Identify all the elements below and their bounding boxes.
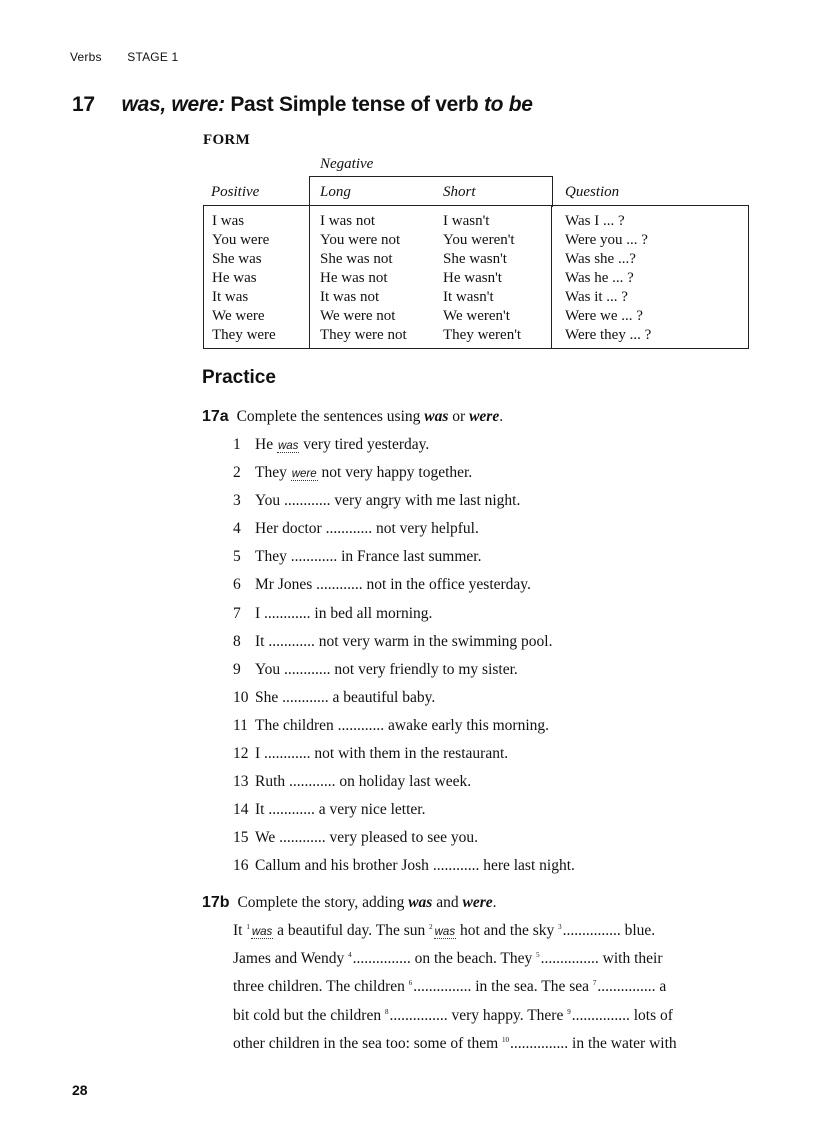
gap-number: 8: [384, 1007, 389, 1016]
item-text: in bed all morning.: [314, 604, 433, 622]
answer-blank[interactable]: ............: [325, 520, 373, 538]
table-cell: She wasn't: [443, 251, 507, 267]
answer-blank[interactable]: ............: [337, 716, 385, 734]
item-number: 4: [233, 520, 241, 538]
item-text: not very warm in the swimming pool.: [318, 632, 553, 650]
item-text: very pleased to see you.: [329, 829, 479, 847]
table-cell: He was: [212, 270, 257, 286]
practice-heading: Practice: [202, 367, 276, 388]
table-cell: We weren't: [443, 308, 510, 324]
col-head-short: Short: [443, 184, 476, 200]
table-cell: We were not: [320, 308, 396, 324]
item-text: a very nice letter.: [318, 801, 426, 819]
table-cell: I was not: [320, 213, 375, 229]
exercise-17a-items: [233, 436, 575, 886]
table-cell: You were not: [320, 232, 401, 248]
question-column: [565, 212, 651, 345]
instruction-text: Complete the sentences using: [236, 408, 421, 425]
item-text: We: [255, 829, 276, 847]
story-text: very happy. There: [451, 1006, 564, 1024]
item-text: on holiday last week.: [339, 773, 472, 791]
item-text: in France last summer.: [341, 548, 482, 566]
gap-number: 3: [558, 923, 562, 931]
item-number: 16: [233, 857, 249, 875]
gap-number: 7: [592, 979, 597, 988]
item-text: not very friendly to my sister.: [334, 660, 518, 678]
item-number: 8: [233, 632, 241, 650]
answer-blank[interactable]: was: [277, 440, 299, 452]
answer-blank[interactable]: ...............: [562, 922, 621, 939]
answer-blank[interactable]: ...............: [352, 950, 411, 968]
col-head-question: Question: [565, 184, 620, 200]
list-item: [233, 436, 575, 464]
running-header: [70, 50, 200, 64]
item-number: 14: [233, 801, 249, 819]
item-number: 10: [233, 688, 249, 706]
answer-blank[interactable]: ...............: [597, 978, 656, 996]
answer-blank[interactable]: ...............: [510, 1034, 569, 1052]
list-item: [233, 829, 575, 857]
story-line: [233, 1007, 748, 1035]
list-item: [233, 661, 575, 689]
answer-blank[interactable]: was: [251, 926, 273, 938]
page-number: 28: [72, 1082, 88, 1098]
answer-blank[interactable]: ............: [432, 857, 480, 875]
item-text: They: [255, 464, 287, 482]
table-divider: [551, 206, 552, 348]
table-cell: I was: [212, 213, 245, 229]
col-head-positive: Positive: [211, 184, 260, 200]
item-text: not very helpful.: [375, 520, 479, 538]
answer-blank[interactable]: ............: [290, 548, 338, 566]
story-line: [233, 950, 748, 978]
item-number: 2: [233, 464, 241, 482]
answer-blank[interactable]: ............: [279, 829, 326, 847]
answer-blank[interactable]: ............: [316, 576, 363, 594]
keyword: were: [462, 894, 493, 911]
table-cell: It was not: [320, 289, 380, 305]
gap-number: 6: [408, 979, 413, 988]
story-text: other children in the sea too: some of them: [233, 1034, 499, 1052]
table-cell: Was he ... ?: [565, 270, 634, 286]
table-cell: They were: [212, 327, 276, 343]
answer-blank[interactable]: were: [291, 468, 317, 481]
item-text: You: [255, 492, 281, 510]
answer-blank[interactable]: ............: [284, 492, 331, 510]
instruction-text: or: [452, 408, 466, 425]
item-text: I: [255, 745, 261, 763]
list-item: [233, 576, 575, 604]
keyword: were: [469, 408, 500, 425]
answer-blank[interactable]: ............: [284, 660, 331, 678]
answer-blank[interactable]: ............: [268, 632, 315, 650]
item-text: awake early this morning.: [388, 716, 549, 734]
list-item: [233, 605, 575, 633]
list-item: [233, 773, 575, 801]
item-number: 15: [233, 829, 249, 847]
table-cell: Were you ... ?: [565, 232, 648, 248]
exercise-17b-instruction: [202, 894, 497, 912]
item-text: very tired yesterday.: [303, 436, 430, 453]
punctuation: .: [499, 408, 504, 425]
item-number: 11: [233, 716, 248, 734]
item-text: He: [255, 436, 274, 453]
col-head-long: Long: [320, 184, 351, 200]
story-line: [233, 1035, 748, 1063]
story-line: [233, 978, 748, 1006]
gap-number: 5: [536, 951, 540, 960]
item-text: It: [255, 632, 265, 650]
table-cell: I wasn't: [443, 213, 490, 229]
answer-blank[interactable]: was: [434, 926, 456, 938]
form-label: FORM: [203, 132, 251, 148]
item-number: 5: [233, 548, 241, 566]
header-stage: STAGE 1: [127, 50, 179, 64]
list-item: [233, 745, 575, 773]
story-text: three children. The children: [233, 978, 405, 996]
form-table: [203, 205, 749, 349]
answer-blank[interactable]: ...............: [389, 1006, 448, 1024]
item-text: here last night.: [483, 857, 575, 875]
story-text: It: [233, 922, 243, 939]
unit-number: 17: [72, 93, 95, 116]
story-text: James and Wendy: [233, 950, 345, 968]
story-text: lots of: [633, 1006, 673, 1024]
table-cell: Were they ... ?: [565, 327, 652, 343]
story-line: [233, 922, 748, 950]
item-text: not very happy together.: [321, 464, 473, 482]
list-item: [233, 857, 575, 885]
item-number: 9: [233, 660, 241, 678]
table-cell: She was not: [320, 251, 393, 267]
table-cell: We were: [212, 308, 265, 324]
item-text: You: [255, 660, 281, 678]
answer-blank[interactable]: ............: [264, 745, 311, 763]
item-text: Callum and his brother Josh: [255, 857, 429, 875]
exercise-code: 17b: [202, 894, 230, 911]
gap-number: 9: [567, 1007, 571, 1016]
story-text: a beautiful day. The sun: [277, 922, 426, 939]
table-cell: She was: [212, 251, 262, 267]
item-number: 3: [233, 492, 241, 510]
unit-title: [72, 93, 533, 117]
table-cell: You weren't: [443, 232, 515, 248]
answer-blank[interactable]: ............: [289, 773, 336, 791]
story-text: in the sea. The sea: [475, 978, 590, 996]
item-text: I: [255, 604, 261, 622]
story-text: blue.: [624, 922, 656, 939]
list-item: [233, 633, 575, 661]
exercise-17a-instruction: [202, 408, 503, 426]
positive-column: [212, 212, 276, 345]
unit-title-italic: was, were:: [121, 93, 225, 116]
gap-number: 10: [502, 1035, 510, 1044]
answer-blank[interactable]: ...............: [413, 978, 472, 996]
punctuation: .: [492, 894, 497, 911]
instruction-text: Complete the story, adding: [237, 894, 405, 911]
table-divider: [309, 206, 310, 348]
gap-number: 4: [348, 951, 352, 960]
story-text: with their: [602, 950, 663, 968]
table-cell: Was I ... ?: [565, 213, 625, 229]
item-text: very angry with me last night.: [334, 492, 521, 510]
table-cell: They weren't: [443, 327, 522, 343]
list-item: [233, 492, 575, 520]
keyword: was: [424, 408, 449, 425]
answer-blank[interactable]: ............: [282, 688, 329, 706]
answer-blank[interactable]: ...............: [540, 950, 599, 968]
item-number: 6: [233, 576, 241, 594]
table-cell: Was it ... ?: [565, 289, 628, 305]
item-number: 1: [233, 436, 241, 453]
item-text: They: [255, 548, 287, 566]
table-cell: He was not: [320, 270, 388, 286]
story-text: bit cold but the children: [233, 1006, 382, 1024]
item-text: She: [255, 688, 279, 706]
table-cell: It was: [212, 289, 249, 305]
list-item: [233, 717, 575, 745]
table-cell: Were we ... ?: [565, 308, 643, 324]
negative-short-column: [443, 212, 521, 345]
list-item: [233, 520, 575, 548]
item-number: 12: [233, 745, 249, 763]
table-cell: They were not: [320, 327, 407, 343]
item-text: not with them in the restaurant.: [314, 745, 509, 763]
negative-long-column: [320, 212, 407, 345]
gap-number: 1: [246, 923, 250, 931]
story-text: on the beach. They: [414, 950, 533, 968]
story-text: a: [659, 978, 667, 996]
table-cell: You were: [212, 232, 270, 248]
item-text: Mr Jones: [255, 576, 313, 594]
instruction-text: and: [436, 894, 459, 911]
keyword: was: [408, 894, 433, 911]
item-text: The children: [255, 716, 334, 734]
header-section: Verbs: [70, 50, 102, 64]
exercise-code: 17a: [202, 408, 229, 425]
answer-blank[interactable]: ............: [264, 604, 311, 622]
item-text: Her doctor: [255, 520, 322, 538]
table-cell: He wasn't: [443, 270, 502, 286]
unit-title-italic-2: to be: [483, 93, 533, 116]
list-item: [233, 548, 575, 576]
item-number: 7: [233, 604, 241, 622]
list-item: [233, 464, 575, 492]
item-text: a beautiful baby.: [332, 688, 436, 706]
gap-number: 2: [429, 923, 433, 931]
story-text: hot and the sky: [459, 922, 555, 939]
negative-label: Negative: [320, 156, 374, 172]
story-text: in the water with: [572, 1034, 677, 1052]
item-text: It: [255, 801, 265, 819]
unit-title-text: Past Simple tense of verb: [230, 93, 479, 116]
list-item: [233, 801, 575, 829]
item-text: Ruth: [255, 773, 286, 791]
list-item: [233, 689, 575, 717]
item-number: 13: [233, 773, 249, 791]
answer-blank[interactable]: ............: [268, 801, 315, 819]
table-cell: It wasn't: [443, 289, 494, 305]
answer-blank[interactable]: ...............: [571, 1006, 630, 1024]
table-cell: Was she ...?: [565, 251, 636, 267]
item-text: not in the office yesterday.: [366, 576, 531, 594]
exercise-17b-story: [233, 922, 748, 1063]
